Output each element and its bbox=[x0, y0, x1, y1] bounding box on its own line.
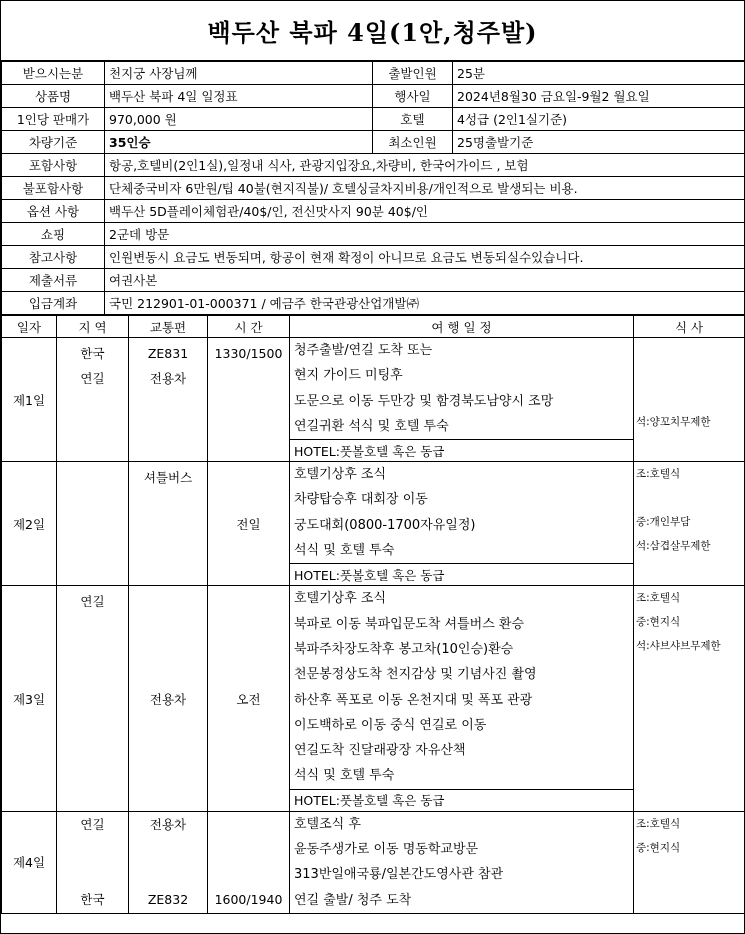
itinerary-line: 현지 가이드 미팅후 bbox=[294, 368, 403, 384]
header-meal: 식 사 bbox=[634, 316, 745, 338]
period-label: 행사일 bbox=[373, 85, 453, 108]
hotel-label: 호텔 bbox=[373, 108, 453, 131]
itinerary-line: 북파로 이동 북파입문도착 셔틀버스 환승 bbox=[294, 616, 525, 632]
schedule-table bbox=[1, 315, 745, 914]
itinerary-line: 연길 출발/ 청주 도착 bbox=[294, 892, 412, 908]
day-2-label: 제2일 bbox=[2, 462, 57, 586]
account-label: 입금계좌 bbox=[2, 292, 105, 315]
recipient-label: 받으시는분 bbox=[2, 62, 105, 85]
shopping-value: 2군데 방문 bbox=[105, 223, 745, 246]
day-2-region bbox=[57, 462, 129, 586]
itinerary-line: 석식 및 호텔 투숙 bbox=[294, 768, 395, 784]
day-1-region: 한국 연길 bbox=[57, 338, 129, 462]
product-value: 백두산 북파 4일 일정표 bbox=[105, 85, 373, 108]
price-label: 1인당 판매가 bbox=[2, 108, 105, 131]
departure-people-label: 출발인원 bbox=[373, 62, 453, 85]
min-people-value: 25명출발기준 bbox=[453, 131, 745, 154]
notes-label: 참고사항 bbox=[2, 246, 105, 269]
account-value: 국민 212901-01-000371 / 예금주 한국관광산업개발㈜ bbox=[105, 292, 745, 315]
day-4-label: 제4일 bbox=[2, 811, 57, 913]
day-2-transport: 셔틀버스 bbox=[129, 462, 208, 586]
recipient-value: 천지궁 사장님께 bbox=[105, 62, 373, 85]
itinerary-line: 윤동주생가로 이동 명동학교방문 bbox=[294, 842, 479, 858]
itinerary-line: 하산후 폭포로 이동 온천지대 및 폭포 관광 bbox=[294, 692, 533, 708]
itinerary-line: 차량탑승후 대회장 이동 bbox=[294, 492, 428, 508]
day-4-meals: 조:호텔식 중:현지식 bbox=[634, 811, 745, 913]
included-label: 포함사항 bbox=[2, 154, 105, 177]
product-label: 상품명 bbox=[2, 85, 105, 108]
header-time: 시 간 bbox=[208, 316, 290, 338]
day-3-itinerary bbox=[290, 586, 634, 789]
documents-value: 여권사본 bbox=[105, 269, 745, 292]
day-1-transport: ZE831 전용차 bbox=[129, 338, 208, 462]
excluded-value: 단체중국비자 6만원/팁 40불(현지직불)/ 호텔싱글차지비용/개인적으로 발생되는 비용. bbox=[105, 177, 745, 200]
min-people-label: 최소인원 bbox=[373, 131, 453, 154]
itinerary-line: 청주출발/연길 도착 또는 bbox=[294, 343, 433, 358]
header-day: 일자 bbox=[2, 316, 57, 338]
itinerary-line: 궁도대회(0800-1700자유일정) bbox=[294, 517, 476, 533]
day-3-label: 제3일 bbox=[2, 586, 57, 811]
day-1-hotel: HOTEL:풋볼호텔 혹은 동급 bbox=[290, 440, 634, 462]
itinerary-line: 313반일애국룡/일본간도영사관 참관 bbox=[294, 867, 504, 883]
options-label: 옵션 사항 bbox=[2, 200, 105, 223]
hotel-value: 4성급 (2인1실기준) bbox=[453, 108, 745, 131]
departure-people-value: 25분 bbox=[453, 62, 745, 85]
day-3-meals: 조:호텔식 중:현지식 석:샤브샤브무제한 bbox=[634, 586, 745, 811]
document-title: 백두산 북파 4일(1안,청주발) bbox=[1, 1, 744, 61]
itinerary-line: 호텔조식 후 bbox=[294, 816, 361, 832]
day-1-itinerary bbox=[290, 338, 634, 440]
price-value: 970,000 원 bbox=[105, 108, 373, 131]
shopping-label: 쇼핑 bbox=[2, 223, 105, 246]
itinerary-line: 석식 및 호텔 투숙 bbox=[294, 543, 395, 559]
documents-label: 제출서류 bbox=[2, 269, 105, 292]
day-1-label: 제1일 bbox=[2, 338, 57, 462]
itinerary-line: 호텔기상후 조식 bbox=[294, 591, 387, 607]
itinerary-line: 북파주차장도착후 봉고차(10인승)환승 bbox=[294, 641, 514, 657]
itinerary-line: 천문봉정상도착 천지감상 및 기념사진 촬영 bbox=[294, 667, 537, 683]
day-1-meals: 석:양꼬치무제한 bbox=[634, 338, 745, 462]
day-4-itinerary bbox=[290, 811, 634, 913]
day-3-time: 오전 bbox=[208, 586, 290, 811]
day-3-hotel: HOTEL:풋볼호텔 혹은 동급 bbox=[290, 789, 634, 811]
day-2-itinerary bbox=[290, 462, 634, 564]
day-4-region: 연길 한국 bbox=[57, 811, 129, 913]
day-2-meals: 조:호텔식 중:개인부담 석:삼겹살무제한 bbox=[634, 462, 745, 586]
options-value: 백두산 5D플레이체험관/40$/인, 전신맛사지 90분 40$/인 bbox=[105, 200, 745, 223]
notes-value: 인원변동시 요금도 변동되며, 항공이 현재 확정이 아니므로 요금도 변동되실수있습니다. bbox=[105, 246, 745, 269]
vehicle-value: 35인승 bbox=[105, 131, 373, 154]
day-4-transport: 전용차 ZE832 bbox=[129, 811, 208, 913]
day-1-time: 1330/1500 bbox=[208, 338, 290, 462]
header-transport: 교통편 bbox=[129, 316, 208, 338]
itinerary-line: 연길도착 진달래광장 자유산책 bbox=[294, 743, 466, 759]
day-2-time: 전일 bbox=[208, 462, 290, 586]
header-itinerary: 여 행 일 정 bbox=[290, 316, 634, 338]
itinerary-line: 이도백하로 이동 중식 연길로 이동 bbox=[294, 717, 487, 733]
header-region: 지 역 bbox=[57, 316, 129, 338]
itinerary-line: 연길귀환 석식 및 호텔 투숙 bbox=[294, 418, 449, 434]
excluded-label: 불포함사항 bbox=[2, 177, 105, 200]
itinerary-line: 호텔기상후 조식 bbox=[294, 467, 387, 483]
day-2-hotel: HOTEL:풋볼호텔 혹은 동급 bbox=[290, 564, 634, 586]
day-3-transport: 전용차 bbox=[129, 586, 208, 811]
included-value: 항공,호텔비(2인1실),일정내 식사, 관광지입장요,차량비, 한국어가이드 , 보험 bbox=[105, 154, 745, 177]
day-4-time: 1600/1940 bbox=[208, 811, 290, 913]
info-table bbox=[1, 61, 745, 315]
period-value: 2024년8월30 금요일-9월2 월요일 bbox=[453, 85, 745, 108]
itinerary-line: 도문으로 이동 두만강 및 함경북도남양시 조망 bbox=[294, 393, 554, 409]
vehicle-label: 차량기준 bbox=[2, 131, 105, 154]
day-3-region: 연길 bbox=[57, 586, 129, 811]
